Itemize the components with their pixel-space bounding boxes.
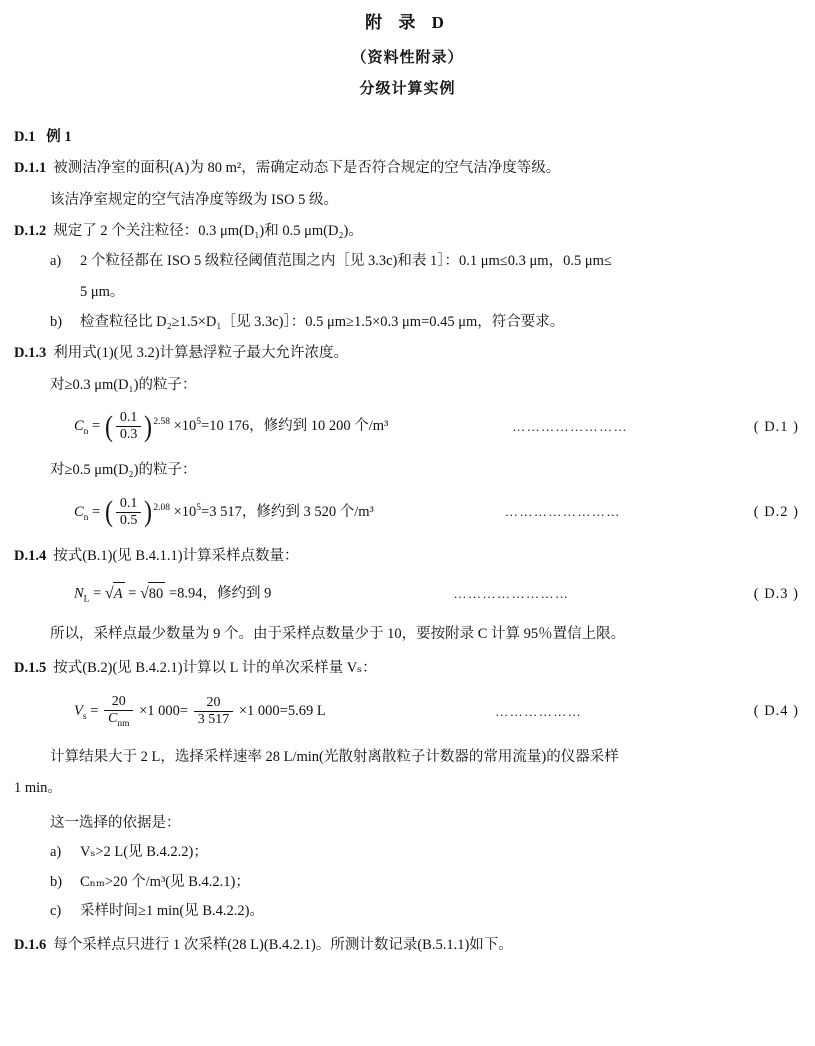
paragraph-d15-after2: 1 min。 — [14, 780, 62, 797]
fraction-denominator: 3 517 — [197, 712, 230, 728]
equation-d3-result: =8.94，修约到 9 — [168, 585, 272, 602]
paragraph-d14-label: D.1.4 — [14, 548, 47, 565]
paragraph-d11-text: 被测洁净室的面积(A)为 80 m²，需确定动态下是否符合规定的空气洁净度等级。 — [53, 160, 561, 177]
equation-d3-leader: …………………… — [453, 586, 570, 602]
equation-d2-tail-exp: 5 — [196, 502, 202, 513]
equation-d4-fraction2 — [194, 695, 234, 728]
fraction-denominator: 0.5 — [119, 512, 138, 528]
list-item-text: Cₙₘ>20 个/m³(见 B.4.2.1)； — [80, 873, 250, 890]
list-item — [50, 841, 799, 863]
equation-d1-lhs-sub: n — [83, 427, 89, 438]
paragraph-d13 — [14, 342, 799, 364]
equation-d1-fraction — [116, 410, 142, 443]
equation-d4-leader: ……………… — [495, 703, 583, 719]
equation-d4-lhs: V — [74, 703, 83, 720]
equation-d1-row — [14, 410, 799, 443]
list-item-text: 2 个粒径都在 ISO 5 级粒径阈值范围之内［见 3.3c)和表 1］：0.1 μm≤0.3 μm，0.5 μm≤ — [80, 252, 612, 269]
paren-right: ) — [144, 409, 153, 443]
paragraph-d16-label: D.1.6 — [14, 937, 47, 954]
fraction-denominator — [104, 711, 133, 730]
paragraph-d14-text: 按式(B.1)(见 B.4.1.1)计算采样点数量： — [53, 548, 299, 565]
equation-d3-sqrt1: √A — [105, 582, 125, 607]
equation-d1: $C_n$ = ( $\frac{0.1}{0.3}$ )$^{2.58} \times 10^5=10$ 176，修约到 10 200 个/m³ — [74, 409, 389, 443]
equation-d3-sqrt2: √80 — [140, 582, 165, 607]
paragraph-d16 — [14, 934, 799, 956]
equation-d2-row — [14, 496, 799, 529]
paragraph-d12 — [14, 220, 799, 242]
list-item-text: 检查粒径比 D₂≥1.5×D₁［见 3.3c)］：0.5 μm≥1.5×0.3 μm=0.45 μm，符合要求。 — [80, 313, 565, 330]
list-item — [50, 311, 799, 333]
equation-d2-result: =3 517，修约到 3 520 个/m³ — [201, 503, 374, 520]
equation-d3: $N_L = √A = √80 =8.94$，修约到 9 — [74, 582, 271, 607]
paragraph-d11-sub: 该洁净室规定的空气洁净度等级为 ISO 5 级。 — [50, 191, 338, 208]
equation-d2-number: ( D.2 ) — [753, 504, 799, 521]
equation-d3-radicand1: A — [113, 585, 123, 602]
equation-d4-number: ( D.4 ) — [753, 703, 799, 720]
appendix-name: 分级计算实例 — [359, 81, 456, 97]
paragraph-d14-after: 所以，采样点最少数量为 9 个。由于采样点数量少于 10，要按附录 C 计算 95％置信上限。 — [50, 625, 626, 642]
list-item-continuation: 5 μm。 — [80, 284, 125, 301]
equation-d2-lhs-sub: n — [83, 512, 89, 523]
list-item-mark: c) — [50, 902, 62, 919]
fraction-denominator-sub: nm — [117, 718, 130, 729]
list-item — [50, 250, 799, 272]
equation-d4: $V_s$ = $\frac{20}{C_{nm}}$ ×1 000= $\frac{20}{3 517}$ ×1 000=5.69 L — [74, 693, 326, 729]
equation-d1-lhs: C — [74, 418, 84, 435]
equation-d4-tail: ×1 000=5.69 L — [238, 703, 326, 720]
paragraph-d11-label: D.1.1 — [14, 160, 47, 177]
appendix-title: 附 录 D — [365, 13, 450, 32]
paragraph-d13-line2: 对≥0.5 μm(D₂)的粒子： — [50, 462, 197, 479]
equation-d4-row — [14, 694, 799, 730]
equation-d3-number: ( D.3 ) — [753, 585, 799, 602]
paragraph-d13-label: D.1.3 — [14, 345, 47, 362]
equation-d2-exponent: 2.08 — [153, 502, 170, 513]
equation-d3-row — [14, 582, 799, 607]
section-d1-heading — [14, 126, 799, 148]
list-item — [50, 900, 799, 922]
fraction-numerator: 0.1 — [116, 496, 142, 513]
equation-d1-leader: …………………… — [512, 418, 629, 434]
equation-d4-lhs-sub: s — [82, 711, 87, 722]
equation-d2-lhs: C — [74, 503, 84, 520]
equation-d4-mid: ×1 000= — [139, 703, 189, 720]
list-item-mark: b) — [50, 873, 63, 890]
equation-d2: $C_n$ = ( $\frac{0.1}{0.5}$ )$^{2.08} \times 10^5=3$ 517，修约到 3 520 个/m³ — [74, 495, 374, 529]
fraction-numerator: 0.1 — [116, 410, 142, 427]
paragraph-d15-text: 按式(B.2)(见 B.4.2.1)计算以 L 计的单次采样量 Vₛ： — [53, 660, 377, 677]
document-page — [0, 8, 815, 1046]
equation-d1-exponent: 2.58 — [153, 417, 170, 428]
equation-d1-tail: ×10 — [173, 418, 197, 435]
fraction-numerator: 20 — [104, 694, 133, 711]
paragraph-d15 — [14, 657, 799, 679]
list-item-mark: b) — [50, 313, 63, 330]
section-d1-text: 例 1 — [46, 129, 72, 145]
fraction-denominator-var: C — [108, 710, 118, 726]
appendix-header — [0, 8, 815, 98]
paragraph-d12-text: 规定了 2 个关注粒径：0.3 μm(D₁)和 0.5 μm(D₂)。 — [53, 223, 363, 240]
list-item — [50, 871, 799, 893]
paren-left: ( — [104, 409, 113, 443]
paragraph-d14 — [14, 545, 799, 567]
section-d1-label: D.1 — [14, 129, 36, 145]
paragraph-d13-line1: 对≥0.3 μm(D₁)的粒子： — [50, 376, 197, 393]
equation-d2-leader: …………………… — [504, 504, 621, 520]
equation-d3-lhs: N — [74, 585, 84, 602]
equation-d2-tail: ×10 — [173, 503, 197, 520]
paragraph-d12-label: D.1.2 — [14, 223, 47, 240]
fraction-numerator: 20 — [194, 695, 234, 712]
equation-d4-fraction1 — [104, 694, 133, 730]
paragraph-d15-after3: 这一选择的依据是： — [50, 814, 181, 831]
paren-left: ( — [104, 495, 113, 529]
list-item-mark: a) — [50, 252, 62, 269]
equation-d1-tail-exp: 5 — [196, 417, 202, 428]
document-body — [14, 126, 799, 957]
equation-d3-radicand2: 80 — [148, 585, 164, 602]
appendix-kind: （资料性附录） — [351, 50, 464, 66]
equation-d2-fraction — [116, 496, 142, 529]
paragraph-d15-after1: 计算结果大于 2 L，选择采样速率 28 L/min(光散射离散粒子计数器的常用流量)的仪器采样 — [50, 748, 619, 765]
paragraph-d13-text: 利用式(1)(见 3.2)计算悬浮粒子最大允许浓度。 — [53, 345, 349, 362]
list-item-text: 采样时间≥1 min(见 B.4.2.2)。 — [80, 902, 264, 919]
equation-d3-lhs-sub: L — [83, 594, 90, 605]
paragraph-d11 — [14, 157, 799, 179]
paren-right: ) — [144, 495, 153, 529]
list-item-mark: a) — [50, 844, 62, 861]
equation-d1-result: =10 176，修约到 10 200 个/m³ — [201, 418, 389, 435]
paragraph-d15-label: D.1.5 — [14, 660, 47, 677]
fraction-denominator: 0.3 — [119, 427, 138, 443]
list-item-text: Vₛ>2 L(见 B.4.2.2)； — [80, 844, 208, 861]
equation-d1-number: ( D.1 ) — [753, 418, 799, 435]
paragraph-d16-text: 每个采样点只进行 1 次采样(28 L)(B.4.2.1)。所测计数记录(B.5.1.1)如下。 — [53, 937, 513, 954]
